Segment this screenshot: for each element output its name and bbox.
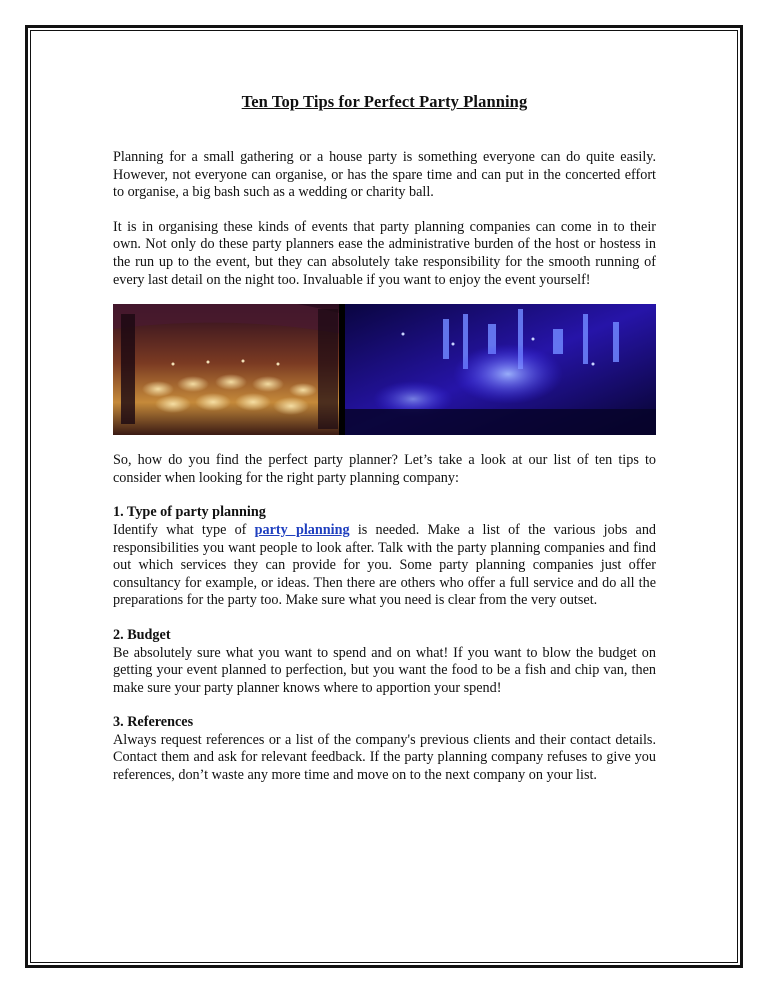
event-venue-photo bbox=[113, 304, 656, 435]
tip-3-text: Always request references or a list of the company's previous clients and their contact details. Contact them and ask for relevant feedback. If the party planning company refuses to give you references, don’t waste any more time and move on to the next company on your list. bbox=[113, 731, 656, 784]
document-body bbox=[113, 92, 656, 785]
intro-paragraph-2: It is in organising these kinds of events that party planning companies can come in to their own. Not only do these party planners ease the administrative burden of the host or hostess in the run up to the event, but they can absolutely take responsibility for the smooth running of every last detail on the night too. Invaluable if you want to enjoy the event yourself! bbox=[113, 218, 656, 288]
tip-1-heading: 1. Type of party planning bbox=[113, 504, 266, 521]
tip-1-text bbox=[113, 522, 656, 610]
tip-3-heading: 3. References bbox=[113, 714, 194, 731]
intro-paragraph-1: Planning for a small gathering or a house party is something everyone can do quite easily. However, not everyone can organise, or has the spare time and can put in the concerted effort to organise, a big bash such as a wedding or charity ball. bbox=[113, 149, 656, 201]
tip-2-heading: 2. Budget bbox=[113, 626, 171, 643]
page-title: Ten Top Tips for Perfect Party Planning bbox=[241, 92, 528, 111]
after-image-paragraph: So, how do you find the perfect party planner? Let’s take a look at our list of ten tips to consider when looking for the right party planning company: bbox=[113, 452, 656, 486]
tip-2-text: Be absolutely sure what you want to spend and on what! If you want to blow the budget on getting your event planned to perfection, but you want the food to be a fish and chip van, then make sure your party planner knows where to apportion your spend! bbox=[113, 644, 656, 696]
tip-1-text-end: is needed. Make a list of the various jobs and responsibilities you want people to look after. Talk with the party planning companies and find out which services they can provide for you. Some party planning companies just offer consultancy for example, or ideas. Then there are others who offer a full service and do all the preparations for the party too. Make sure what you need is clear from the very outset. bbox=[113, 521, 657, 609]
party-planning-link[interactable]: party planning bbox=[254, 521, 350, 538]
tip-1-text-start: Identify what type of bbox=[113, 521, 255, 538]
